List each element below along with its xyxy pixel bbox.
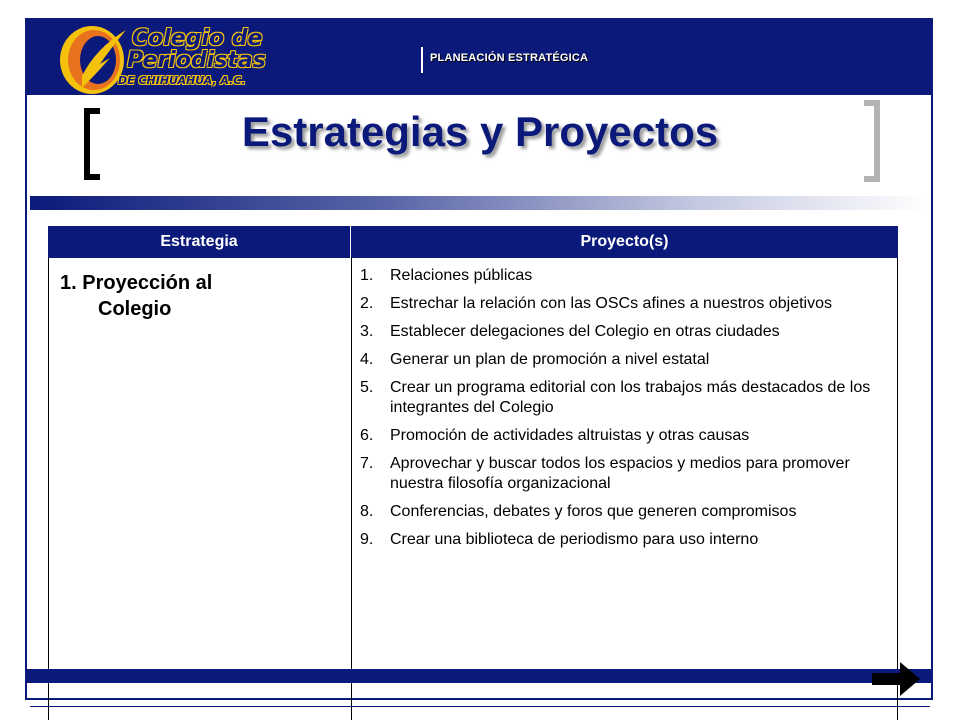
project-item bbox=[360, 378, 880, 418]
logo-text-line3: DE CHIHUAHUA, A.C. bbox=[118, 74, 246, 87]
gradient-divider bbox=[30, 196, 930, 210]
strategy-line2: Colegio bbox=[98, 298, 172, 320]
header-divider bbox=[421, 47, 423, 73]
table-border-left bbox=[48, 258, 49, 720]
table-border-right bbox=[897, 258, 898, 720]
project-text: Relaciones públicas bbox=[390, 267, 533, 284]
slide-title: Estrategias y Proyectos bbox=[241, 108, 719, 155]
strategy-line1: Proyección al bbox=[82, 272, 213, 294]
table-border-middle bbox=[351, 258, 352, 720]
project-item bbox=[360, 322, 880, 342]
project-item bbox=[360, 350, 880, 370]
project-item bbox=[360, 426, 880, 446]
strategy-number: 1. bbox=[60, 272, 77, 294]
section-label: PLANEACIÓN ESTRATÉGICA bbox=[430, 52, 589, 64]
project-number: 8. bbox=[360, 503, 374, 520]
project-item bbox=[360, 294, 880, 314]
project-number: 1. bbox=[360, 267, 374, 284]
project-item bbox=[360, 502, 880, 522]
project-number: 3. bbox=[360, 323, 374, 340]
project-item bbox=[360, 530, 880, 550]
column-header-projects: Proyecto(s) bbox=[351, 226, 898, 258]
project-text: Crear una biblioteca de periodismo para uso interno bbox=[390, 531, 759, 548]
project-number: 7. bbox=[360, 455, 374, 472]
project-item bbox=[360, 454, 880, 494]
project-text: Conferencias, debates y foros que generen compromisos bbox=[390, 503, 797, 520]
project-number: 5. bbox=[360, 379, 374, 396]
project-number: 9. bbox=[360, 531, 374, 548]
project-text: Estrechar la relación con las OSCs afines a nuestros objetivos bbox=[390, 295, 832, 312]
project-list bbox=[360, 266, 880, 558]
project-number: 2. bbox=[360, 295, 374, 312]
project-number: 4. bbox=[360, 351, 374, 368]
project-text: Generar un plan de promoción a nivel estatal bbox=[390, 351, 710, 368]
project-number: 6. bbox=[360, 427, 374, 444]
right-arrow-icon[interactable] bbox=[872, 662, 920, 696]
strategy-cell bbox=[60, 270, 340, 322]
project-text: Aprovechar y buscar todos los espacios y medios para promover nuestra filosofía organizacional bbox=[390, 455, 850, 492]
bottom-bar bbox=[27, 669, 931, 683]
bottom-line bbox=[30, 706, 930, 707]
logo-text-line2: Periodistas bbox=[127, 48, 266, 73]
logo-text-line1: Colegio de bbox=[132, 26, 263, 51]
column-header-strategy: Estrategia bbox=[48, 226, 351, 258]
project-item bbox=[360, 266, 880, 286]
project-text: Crear un programa editorial con los trabajos más destacados de los integrantes del Colegio bbox=[390, 379, 871, 416]
project-text: Establecer delegaciones del Colegio en otras ciudades bbox=[390, 323, 780, 340]
project-text: Promoción de actividades altruistas y otras causas bbox=[390, 427, 750, 444]
